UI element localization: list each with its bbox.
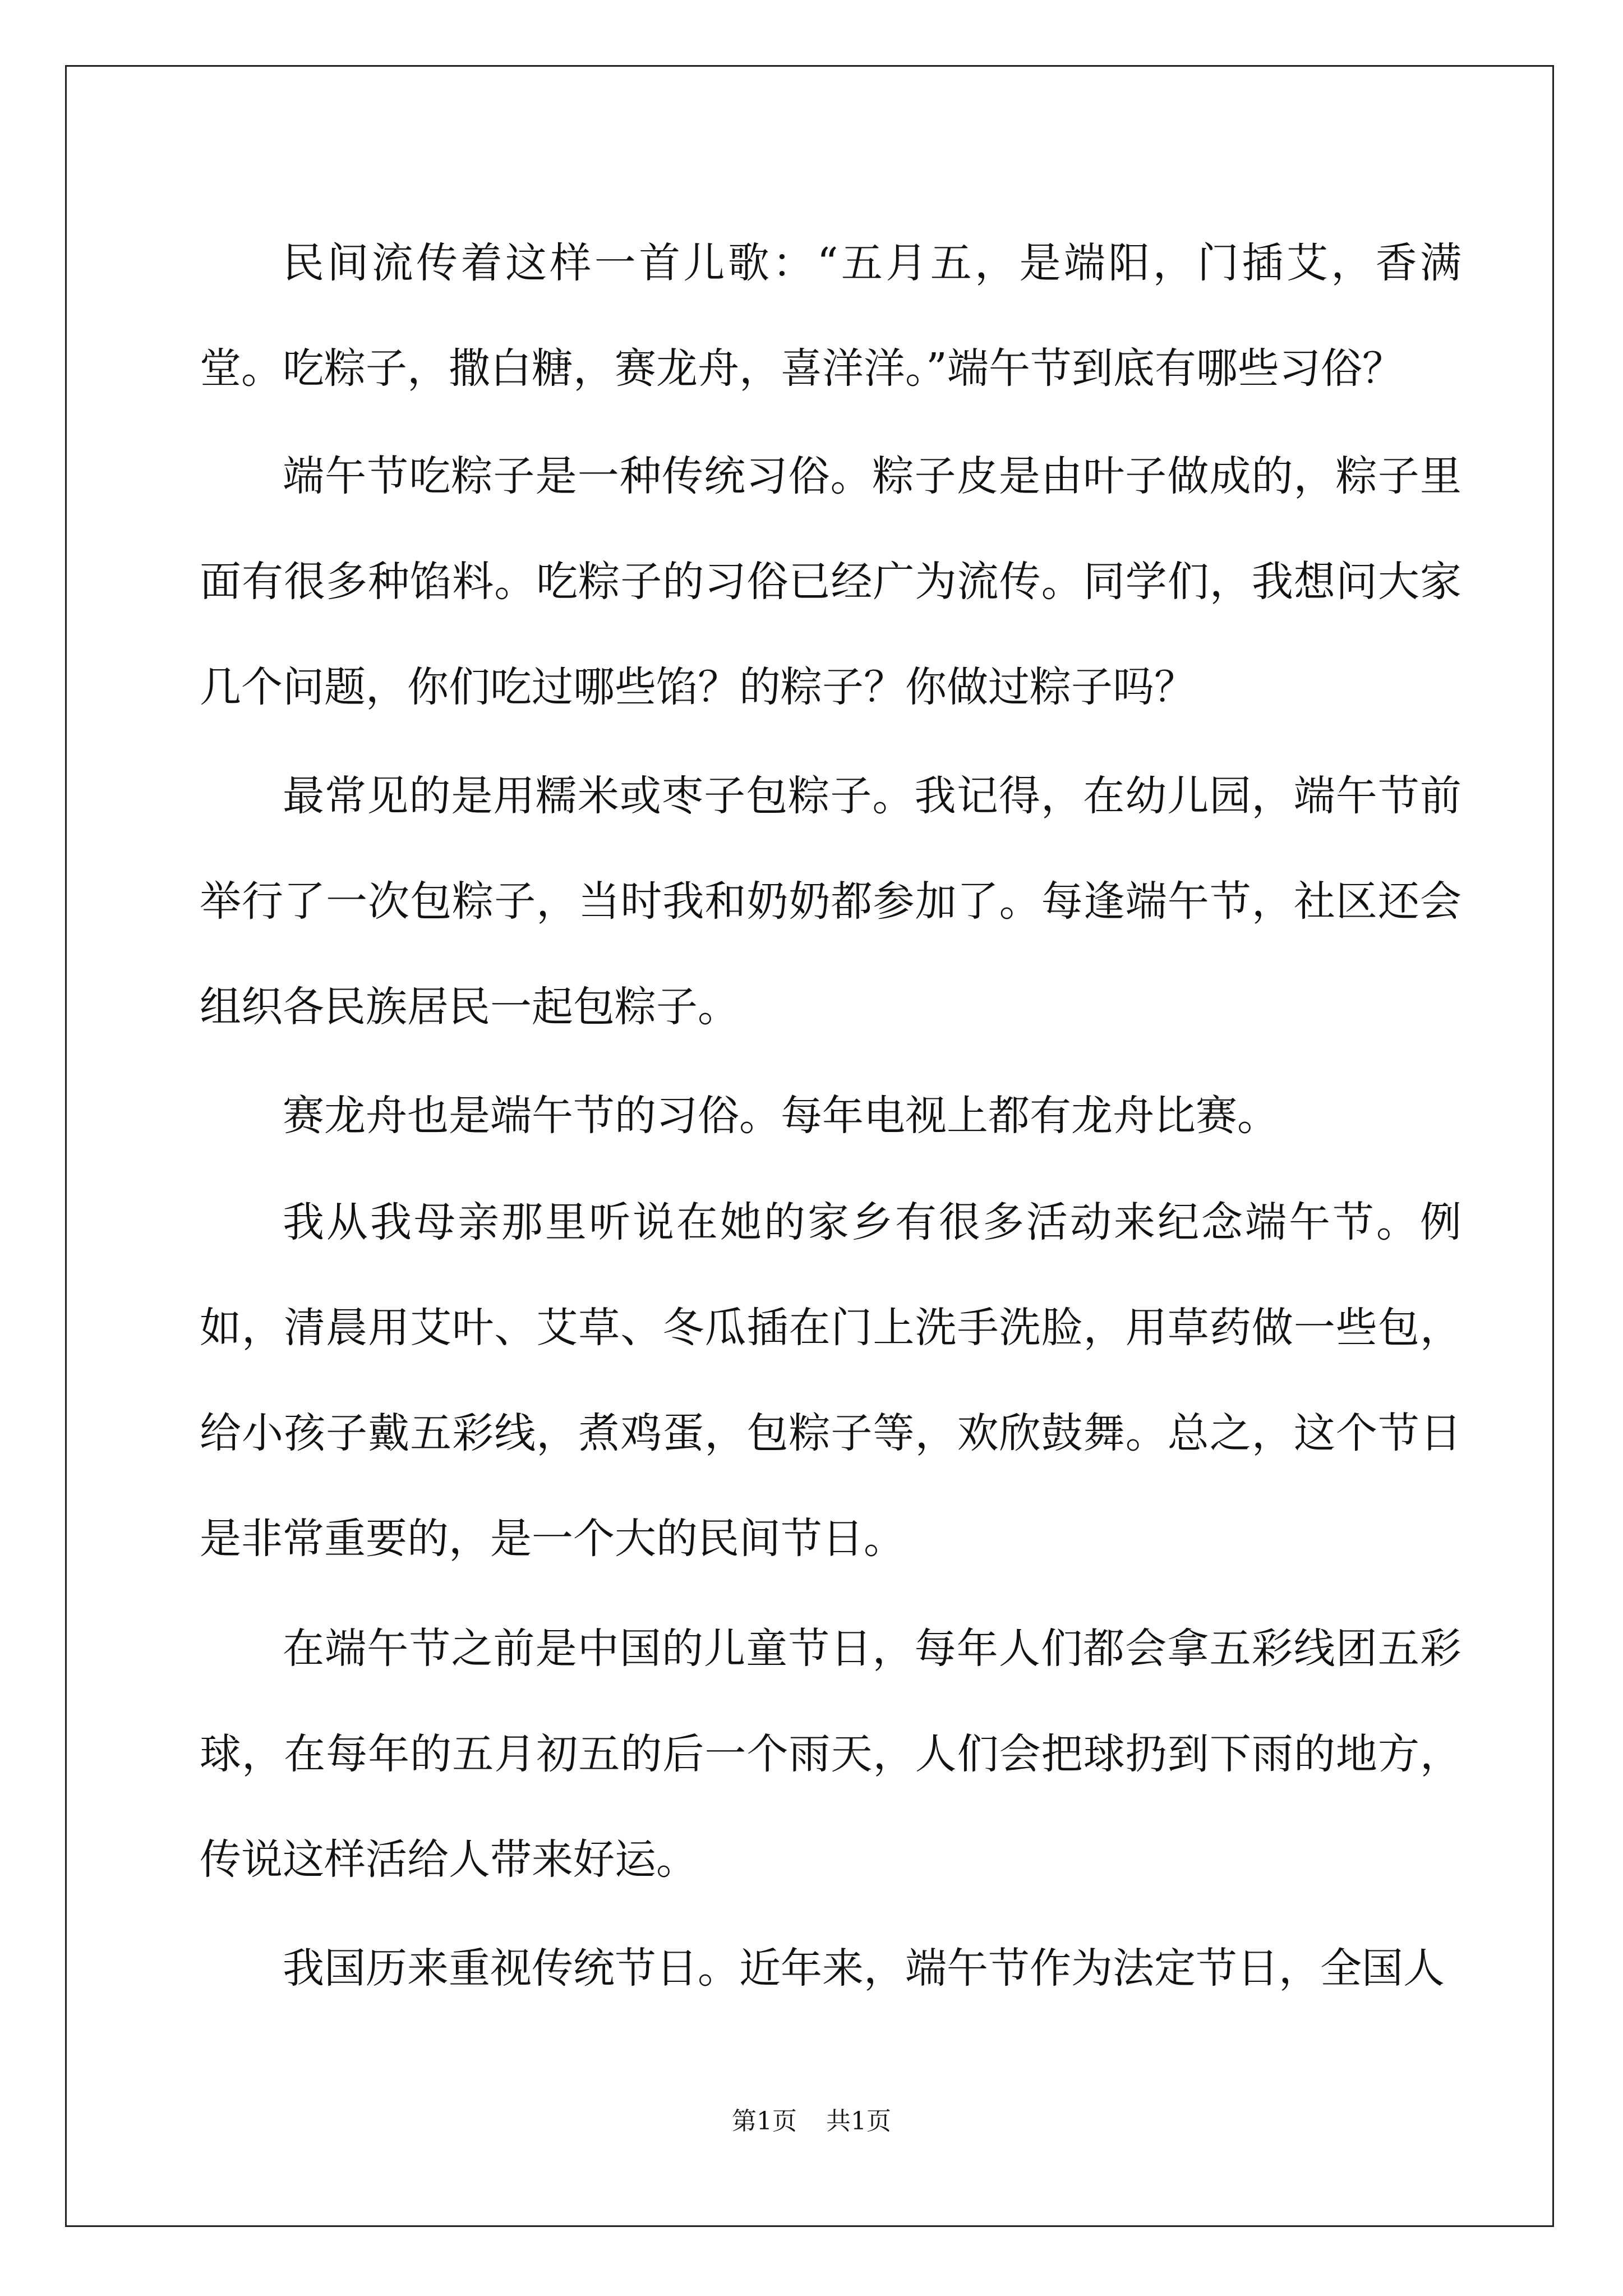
page-footer [0, 2101, 1623, 2137]
paragraph: 民间流传着这样一首儿歌：“五月五，是端阳，门插艾，香满堂。吃粽子，撒白糖，赛龙舟，喜洋洋。”端午节到底有哪些习俗？ [200, 239, 1461, 393]
paragraph: 最常见的是用糯米或枣子包粽子。我记得，在幼儿园，端午节前举行了一次包粽子，当时我和奶奶都参加了。每逢端午节，社区还会组织各民族居民一起包粽子。 [200, 772, 1461, 1031]
page-number-current: 第1页 [732, 2107, 797, 2136]
paragraph: 在端午节之前是中国的儿童节日，每年人们都会拿五彩线团五彩球，在每年的五月初五的后一个雨天，人们会把球扔到下雨的地方，传说这样活给人带来好运。 [200, 1625, 1461, 1884]
paragraph: 我从我母亲那里听说在她的家乡有很多活动来纪念端午节。例如，清晨用艾叶、艾草、冬瓜插在门上洗手洗脸，用草药做一些包，给小孩子戴五彩线，煮鸡蛋，包粽子等，欢欣鼓舞。总之，这个节日是非常重要的，是一个大的民间节日。 [200, 1198, 1461, 1563]
paragraph: 我国历来重视传统节日。近年来，端午节作为法定节日，全国人 [283, 1944, 1445, 1993]
paragraph: 赛龙舟也是端午节的习俗。每年电视上都有龙舟比赛。 [283, 1092, 1279, 1140]
paragraph: 端午节吃粽子是一种传统习俗。粽子皮是由叶子做成的，粽子里面有很多种馅料。吃粽子的习俗已经广为流传。同学们，我想问大家几个问题，你们吃过哪些馅？的粽子？你做过粽子吗？ [200, 452, 1461, 711]
page-number-total: 共1页 [826, 2107, 891, 2136]
